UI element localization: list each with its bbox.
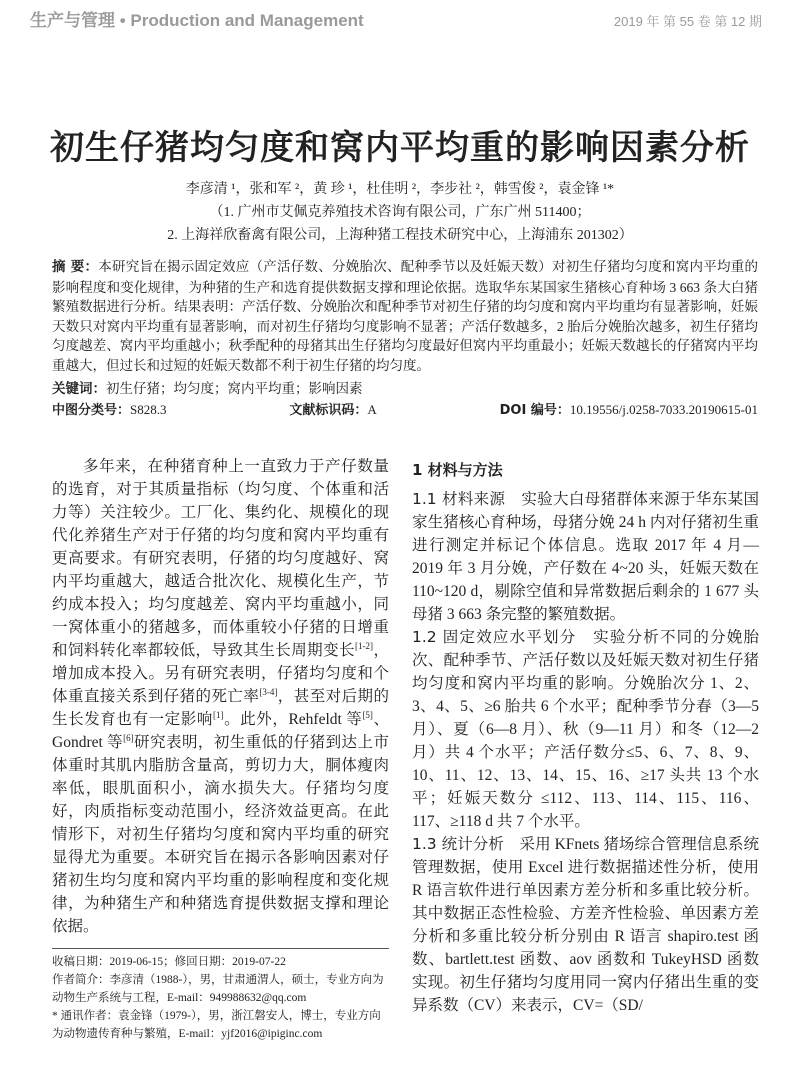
abstract-label: 摘 要： — [52, 259, 99, 275]
subsection-1-3 — [412, 833, 759, 1017]
text-segment: 研究表明，初生重低的仔猪到达上市体重时其肌内脂肪含量高，剪切力大，胴体瘦肉率低，眼肌面积小，滴水损失大。仔猪均匀度好，肉质指标变动范围小，经济效益更高。在此情形下，对初生仔猪均匀度和窝内平均重的研究显得尤为重要。本研究旨在揭示各影响因素对仔猪初生均匀度和窝内平均重的影响程度和变化规律，为种猪生产和种猪选育提供数据支撑和理论依据。 — [52, 733, 389, 935]
footnote-dates: 收稿日期：2019-06-15；修回日期：2019-07-22 — [52, 955, 286, 968]
subsection-title: 1.1 材料来源 — [412, 489, 506, 508]
subsection-1-1 — [412, 488, 759, 626]
subsection-1-2 — [412, 626, 759, 833]
doi-value: 10.19556/j.0258-7033.20190615-01 — [569, 401, 758, 417]
doc-code-label: 文献标识码： — [289, 402, 368, 418]
subsection-text: 实验分析不同的分娩胎次、配种季节、产活仔数以及妊娠天数对初生仔猪均匀度和窝内平均重的影响。分娩胎次分 1、2、3、4、5、≥6 胎共 6 个水平；配种季节分春（3—5 月）、夏（6—8 月）、秋（9—11 月）和冬（12—2 月）共 4 个水平；产活仔数分≤5、6、7、8、9、10、11、12、13、14、15、16、≥17 头共 13 个水平；妊娠天数分 ≤112、113、114、115、116、117、≥118 d 共 7 个水平。 — [412, 628, 759, 830]
running-header-section: 生产与管理 • Production and Management — [30, 11, 364, 30]
text-segment: 。此外，Rehfeldt 等 — [223, 710, 363, 728]
text-segment: 、Gondret 等 — [52, 710, 389, 751]
affiliation-1: （1. 广州市艾佩克养殖技术咨询有限公司，广东广州 511400； — [209, 205, 591, 220]
running-header-issue: 2019 年 第 55 卷 第 12 期 — [613, 14, 762, 29]
affiliation-2: 2. 上海祥欣畜禽有限公司，上海种猪工程技术研究中心，上海浦东 201302） — [167, 228, 633, 243]
citation: [6] — [123, 732, 134, 743]
paper-title: 初生仔猪均匀度和窝内平均重的影响因素分析 — [50, 128, 750, 168]
text-segment: ，增加成本投入。另有研究表明，仔猪均匀度和个体重直接关系到仔猪的死亡率 — [52, 641, 389, 705]
citation: [5] — [362, 709, 373, 720]
right-column — [412, 455, 759, 1017]
keywords-text: 初生仔猪；均匀度；窝内平均重；影响因素 — [106, 380, 363, 396]
classification-line — [52, 400, 758, 421]
subsection-text: 实验大白母猪群体来源于华东某国家生猪核心育种场，母猪分娩 24 h 内对仔猪初生重进行测定并标记个体信息。选取 2017 年 4 月—2019 年 3 月分娩，产仔数在 4~20 头，妊娠天数在 110~120 d，剔除空值和异常数据后剩余的 1 677 头母猪 3 663 条完整的繁殖数据。 — [412, 490, 759, 623]
introduction-paragraph — [52, 455, 389, 938]
subsection-title: 1.2 固定效应水平划分 — [412, 627, 577, 646]
footnote-corresponding-author: * 通讯作者：袁金锋（1979-），男，浙江磐安人，博士，专业方向为动物遗传育种与繁殖，E-mail：yjf2016@ipiginc.com — [52, 1009, 381, 1040]
subsection-text: 采用 KFnets 猪场综合管理信息系统管理数据，使用 Excel 进行数据描述性分析，使用 R 语言软件进行单因素方差分析和多重比较分析。其中数据正态性检验、方差齐性检验、单因素方差分析和多重比较分析分别由 R 语言 shapiro.test 函数、bartlett.test 函数、aov 函数和 TukeyHSD 函数实现。初生仔猪均匀度用同一窝内仔猪出生重的变异系数（CV）来表示，CV=（SD/ — [412, 835, 759, 1014]
citation: [3-4] — [259, 686, 278, 697]
footnote-author-bio: 作者简介：李彦清（1988-），男，甘肃通渭人，硕士，专业方向为动物生产系统与工程，E-mail：949988632@qq.com — [52, 973, 384, 1004]
clc-value: S828.3 — [130, 401, 167, 417]
footnotes — [52, 953, 389, 1043]
text-segment: ，甚至对后期的生长发育也有一定影响 — [52, 687, 389, 728]
abstract — [52, 257, 758, 376]
section-heading: 1 材料与方法 — [412, 460, 503, 479]
left-column — [52, 455, 389, 1043]
keywords — [52, 378, 758, 400]
body-columns — [52, 455, 759, 1043]
doi-label: DOI 编号： — [499, 402, 570, 418]
abstract-text: 本研究旨在揭示固定效应（产活仔数、分娩胎次、配种季节以及妊娠天数）对初生仔猪均匀度和窝内平均重的影响程度和变化规律，为种猪的生产和选育提供数据支撑和理论依据。选取华东某国家生猪核心育种场 3 663 条大白猪繁殖数据进行分析。结果表明：产活仔数、分娩胎次和配种季节对初生仔猪的均匀度和窝内平均重均有显著影响，妊娠天数只对窝内平均重有显著影响，而对初生仔猪均匀度影响不显著；产活仔数越多，2 胎后分娩胎次越多，初生仔猪均匀度越差、窝内平均重越小；秋季配种的母猪其出生仔猪均匀度最好但窝内平均重最小；妊娠天数越长的仔猪窝内平均重越大，但过长和过短的妊娠天数都不利于初生仔猪的均匀度。 — [52, 259, 759, 373]
doc-code-value: A — [367, 401, 377, 417]
footnote-divider — [52, 948, 389, 949]
author-list: 李彦清 ¹，张和军 ²，黄 珍 ¹，杜佳明 ²，李步社 ²，韩雪俊 ²，袁金锋 ¹* — [185, 182, 615, 197]
citation: [1] — [212, 709, 224, 720]
subsection-title: 1.3 统计分析 — [412, 834, 504, 853]
front-matter — [52, 257, 758, 421]
text-segment: 多年来，在种猪育种上一直致力于产仔数量的选育，对于其质量指标（均匀度、个体重和活力等）关注较少。工厂化、集约化、规模化的现代化养猪生产对于仔猪的均匀度和窝内平均重有更高要求。有研究表明，仔猪的均匀度越好、窝内平均重越大，越适合批次化、规模化生产，节约成本投入；均匀度越差、窝内平均重越小，同一窝体重小的猪越多，而体重较小仔猪的日增重和饲料转化率都较低，导致其生长周期变长 — [52, 457, 389, 659]
citation: [1-2] — [355, 640, 374, 651]
keywords-label: 关键词： — [52, 380, 106, 397]
running-header — [0, 0, 800, 31]
clc-label: 中图分类号： — [52, 402, 131, 418]
